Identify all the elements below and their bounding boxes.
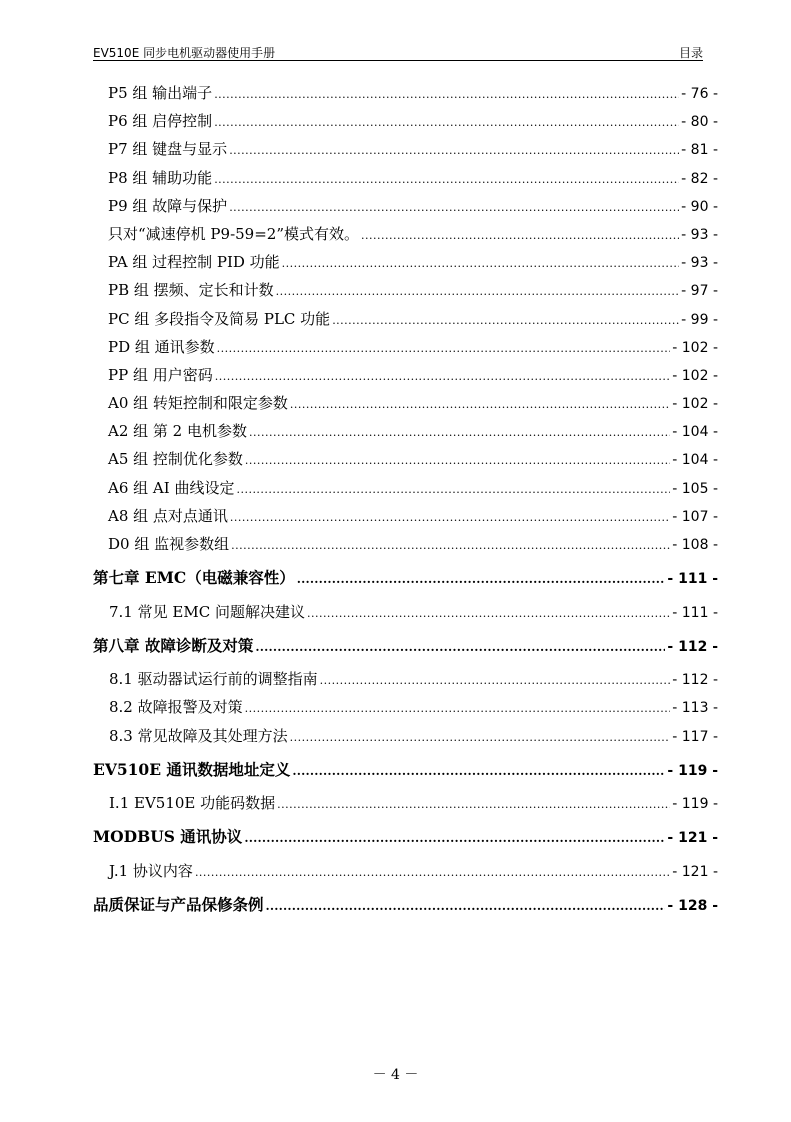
toc-dot-leader — [245, 447, 670, 475]
toc-entry[interactable] — [109, 722, 718, 750]
toc-dot-leader — [214, 81, 679, 109]
toc-entry[interactable] — [108, 389, 718, 417]
toc-entry-page: - 105 - — [672, 480, 718, 497]
toc-dot-leader — [276, 278, 680, 306]
toc-entry-page: - 104 - — [672, 424, 718, 441]
toc-entry-page: - 108 - — [672, 537, 718, 553]
toc-entry-page: - 112 - — [667, 638, 718, 655]
toc-entry-title: D0 组 监视参数组 — [108, 535, 230, 553]
toc-chapter-entry[interactable] — [93, 885, 718, 924]
toc-entry-page: - 102 - — [672, 339, 718, 356]
toc-entry-title: P9 组 故障与保护 — [108, 196, 228, 215]
toc-dot-leader — [266, 887, 666, 926]
toc-dot-leader — [229, 137, 679, 165]
toc-dot-leader — [282, 250, 680, 278]
toc-chapter-entry[interactable] — [93, 626, 718, 665]
toc-entry[interactable] — [108, 502, 718, 530]
toc-entry[interactable] — [109, 665, 718, 693]
toc-entry-title: 第八章 故障诊断及对策 — [93, 635, 254, 655]
toc-entry-title: J.1 协议内容 — [109, 861, 193, 880]
toc-dot-leader — [249, 419, 670, 447]
toc-entry-title: A0 组 转矩控制和限定参数 — [108, 394, 288, 413]
toc-entry-title: A2 组 第 2 电机参数 — [108, 422, 247, 441]
toc-entry[interactable] — [108, 305, 718, 333]
toc-dot-leader — [217, 335, 671, 363]
toc-entry-page: - 121 - — [667, 830, 718, 847]
toc-entry[interactable] — [109, 693, 718, 721]
toc-entry-title: PD 组 通讯参数 — [108, 337, 215, 356]
toc-entry[interactable] — [108, 276, 718, 304]
toc-dot-leader — [361, 222, 679, 250]
toc-entry-page: - 102 - — [672, 367, 718, 384]
toc-entry-page: - 119 - — [672, 796, 718, 813]
toc-entry-page: - 111 - — [667, 571, 718, 588]
toc-entry[interactable] — [108, 220, 718, 248]
toc-entry[interactable] — [108, 417, 718, 445]
toc-entry-title: 8.1 驱动器试运行前的调整指南 — [109, 670, 318, 689]
table-of-contents — [0, 79, 791, 924]
toc-entry-title: 第七章 EMC（电磁兼容性） — [93, 568, 295, 588]
toc-entry-title: A5 组 控制优化参数 — [108, 450, 243, 469]
toc-entry-page: - 76 - — [681, 86, 718, 102]
toc-entry-page: - 93 - — [681, 226, 718, 243]
toc-entry-page: - 90 - — [681, 198, 718, 215]
toc-entry[interactable] — [109, 789, 718, 817]
toc-entry[interactable] — [108, 445, 718, 473]
page-number: － 4 － — [372, 1067, 419, 1083]
toc-entry[interactable] — [108, 192, 718, 220]
toc-entry-page: - 117 - — [672, 728, 718, 745]
toc-entry-page: - 82 - — [681, 170, 718, 187]
toc-entry-title: A6 组 AI 曲线设定 — [108, 478, 235, 497]
toc-dot-leader — [292, 752, 665, 791]
toc-dot-leader — [236, 476, 670, 504]
toc-entry-title: PA 组 过程控制 PID 功能 — [108, 253, 280, 272]
toc-entry-page: - 112 - — [672, 672, 718, 689]
toc-dot-leader — [290, 724, 671, 752]
toc-dot-leader — [332, 307, 679, 335]
toc-entry[interactable] — [108, 79, 718, 107]
toc-entry-title: P6 组 启停控制 — [108, 112, 213, 131]
toc-dot-leader — [195, 859, 670, 887]
toc-entry[interactable] — [108, 135, 718, 163]
toc-entry[interactable] — [108, 530, 718, 558]
toc-entry-title: PB 组 摆频、定长和计数 — [108, 281, 274, 300]
toc-dot-leader — [277, 791, 670, 819]
page-header — [93, 44, 703, 61]
toc-entry[interactable] — [108, 474, 718, 502]
toc-entry[interactable] — [108, 164, 718, 192]
toc-entry-title: 品质保证与产品保修条例 — [93, 894, 264, 914]
toc-dot-leader — [297, 560, 666, 599]
toc-entry[interactable] — [108, 107, 718, 135]
toc-entry-page: - 93 - — [681, 255, 718, 272]
toc-entry-page: - 121 - — [672, 863, 718, 880]
toc-entry-page: - 107 - — [672, 508, 718, 525]
toc-entry[interactable] — [108, 248, 718, 276]
toc-chapter-entry[interactable] — [93, 817, 718, 856]
toc-dot-leader — [320, 667, 671, 695]
toc-entry-page: - 128 - — [667, 897, 718, 914]
toc-chapter-entry[interactable] — [93, 750, 718, 789]
toc-entry-title: MODBUS 通讯协议 — [93, 827, 243, 847]
toc-dot-leader — [230, 504, 670, 532]
toc-entry-title: EV510E 通讯数据地址定义 — [93, 759, 291, 779]
toc-entry-page: - 104 - — [672, 452, 718, 469]
toc-entry-title: 只对“减速停机 P9-59=2”模式有效。 — [108, 224, 360, 243]
toc-dot-leader — [215, 363, 671, 391]
toc-entry[interactable] — [108, 333, 718, 361]
toc-entry-title: P8 组 辅助功能 — [108, 168, 213, 187]
toc-chapter-entry[interactable] — [93, 558, 718, 597]
toc-entry-page: - 111 - — [672, 604, 718, 621]
toc-entry-page: - 102 - — [672, 396, 718, 413]
toc-entry-title: P7 组 键盘与显示 — [108, 140, 228, 159]
toc-entry[interactable] — [108, 361, 718, 389]
toc-dot-leader — [231, 532, 670, 560]
toc-dot-leader — [229, 194, 679, 222]
toc-dot-leader — [244, 819, 665, 858]
toc-entry-page: - 81 - — [681, 142, 718, 159]
toc-entry-page: - 99 - — [681, 311, 718, 328]
toc-entry[interactable] — [109, 857, 718, 885]
toc-dot-leader — [214, 166, 679, 194]
toc-dot-leader — [214, 109, 679, 137]
toc-entry-title: PC 组 多段指令及简易 PLC 功能 — [108, 309, 331, 328]
toc-entry-title: I.1 EV510E 功能码数据 — [109, 794, 276, 813]
toc-entry-page: - 119 - — [667, 762, 718, 779]
toc-entry-title: PP 组 用户密码 — [108, 365, 213, 384]
toc-entry-title: 7.1 常见 EMC 问题解决建议 — [109, 602, 305, 621]
toc-entry-page: - 97 - — [681, 283, 718, 300]
toc-dot-leader — [255, 628, 665, 667]
header-manual-title: EV510E 同步电机驱动器使用手册 — [93, 46, 276, 60]
header-section-title: 目录 — [678, 46, 703, 60]
toc-entry-title: 8.2 故障报警及对策 — [109, 698, 243, 717]
toc-dot-leader — [245, 695, 671, 723]
toc-entry-title: P5 组 输出端子 — [108, 84, 213, 102]
toc-entry[interactable] — [109, 598, 718, 626]
toc-entry-page: - 113 - — [672, 700, 718, 717]
toc-dot-leader — [290, 391, 670, 419]
toc-entry-title: A8 组 点对点通讯 — [108, 506, 228, 525]
toc-entry-page: - 80 - — [681, 114, 718, 131]
toc-entry-title: 8.3 常见故障及其处理方法 — [109, 726, 288, 745]
toc-dot-leader — [307, 600, 670, 628]
